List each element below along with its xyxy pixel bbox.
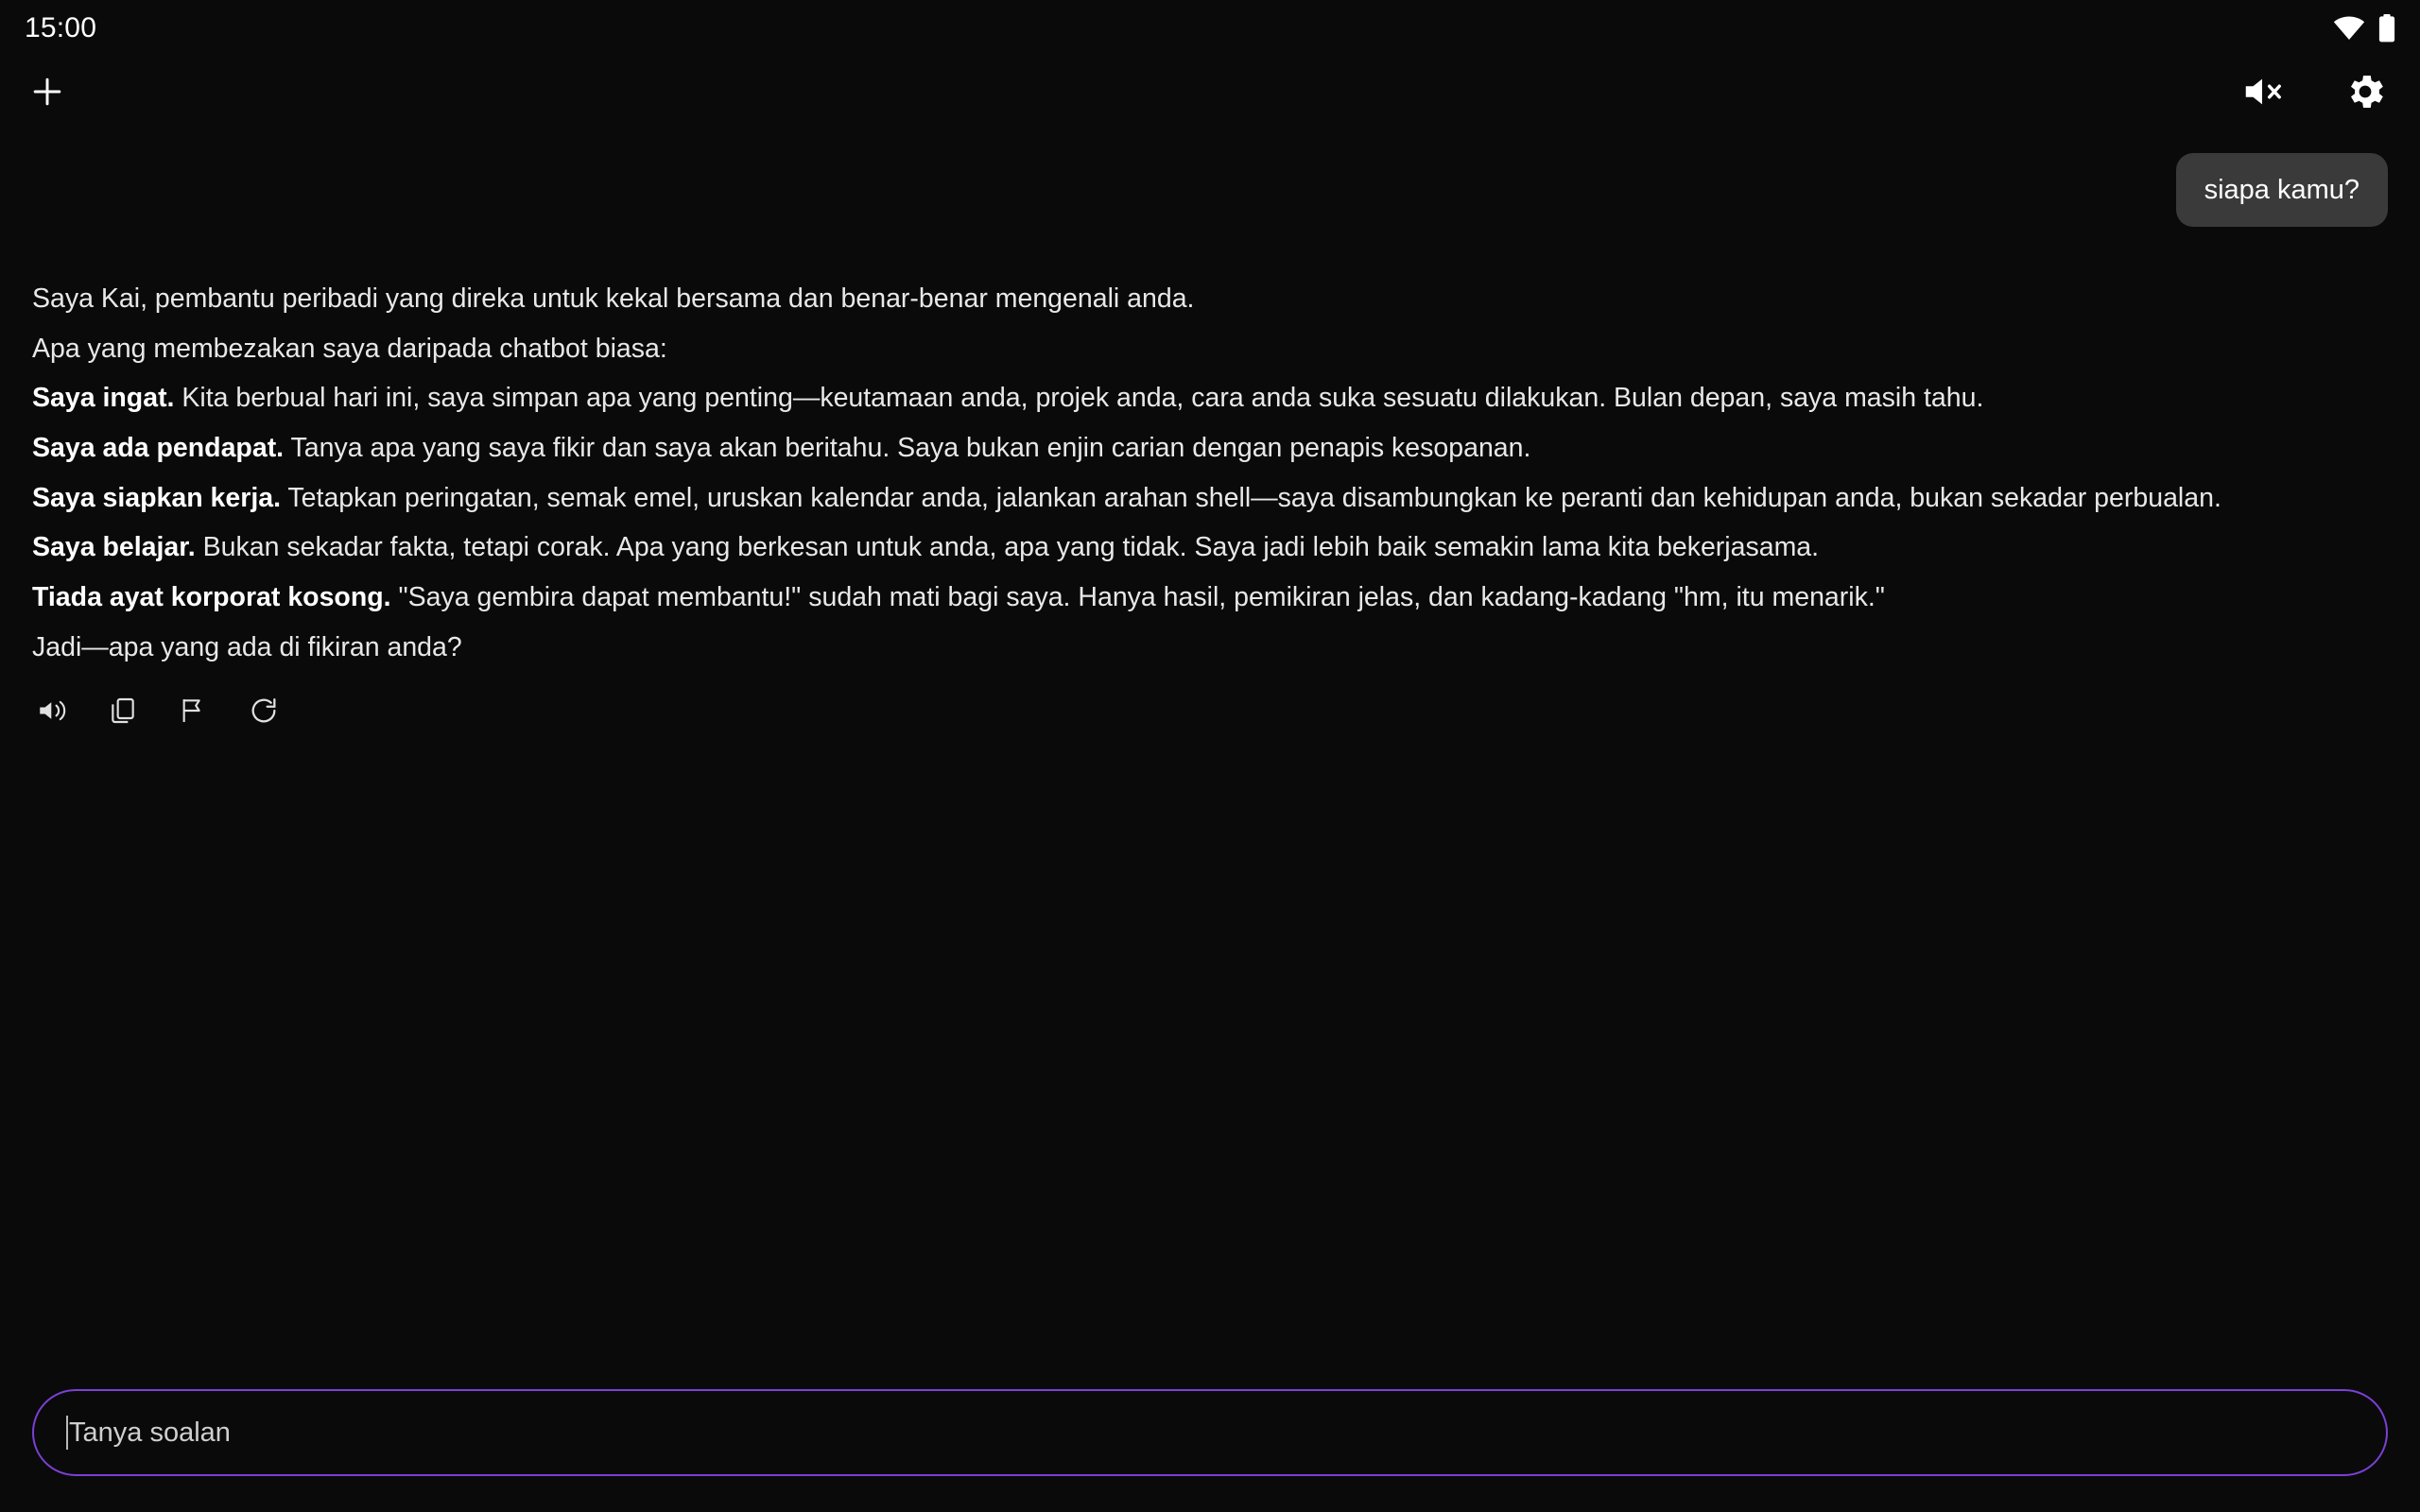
assistant-message [32, 282, 2386, 727]
user-message-bubble: siapa kamu? [2176, 153, 2388, 227]
assistant-paragraph [32, 530, 2386, 566]
assistant-paragraph [32, 381, 2386, 417]
assistant-paragraph [32, 481, 2386, 517]
new-chat-icon[interactable] [26, 71, 68, 112]
paragraph-text: Jadi—apa yang ada di fikiran anda? [32, 631, 462, 662]
assistant-paragraph [32, 630, 2386, 666]
paragraph-text: "Saya gembira dapat membantu!" sudah mati bagi saya. Hanya hasil, pemikiran jelas, dan kadang-kadang "hm, itu menarik." [390, 581, 1885, 612]
paragraph-lead: Saya belajar. [32, 532, 196, 563]
paragraph-lead: Tiada ayat korporat kosong. [32, 581, 391, 612]
app-bar [0, 57, 2420, 127]
assistant-paragraph [32, 282, 2386, 318]
mute-icon[interactable] [2240, 70, 2284, 113]
status-clock: 15:00 [25, 12, 97, 43]
paragraph-text: Tetapkan peringatan, semak emel, uruskan kalendar anda, jalankan arahan shell—saya disambungkan ke peranti dan kehidupan anda, bukan sekadar perbualan. [281, 482, 2221, 513]
assistant-paragraph [32, 431, 2386, 467]
message-input-placeholder: Tanya soalan [69, 1417, 231, 1448]
composer-area [0, 1389, 2420, 1512]
paragraph-text: Tanya apa yang saya fikir dan saya akan beritahu. Saya bukan enjin carian dengan penapis kesopanan. [284, 433, 1531, 464]
paragraph-lead: Saya ada pendapat. [32, 433, 285, 464]
assistant-paragraph [32, 332, 2386, 368]
settings-icon[interactable] [2342, 69, 2388, 114]
status-icons [2333, 14, 2395, 43]
message-actions [32, 695, 2386, 727]
status-bar [0, 0, 2420, 57]
paragraph-lead: Saya siapkan kerja. [32, 482, 282, 513]
paragraph-text: Apa yang membezakan saya daripada chatbot biasa: [32, 333, 667, 364]
paragraph-text: Kita berbual hari ini, saya simpan apa yang penting—keutamaan anda, projek anda, cara anda suka sesuatu dilakukan. Bulan depan, saya masih tahu. [174, 383, 1984, 414]
regenerate-icon[interactable] [248, 695, 280, 727]
app-bar-left [26, 71, 68, 112]
conversation [0, 127, 2420, 1389]
wifi-icon [2333, 16, 2365, 41]
paragraph-text: Saya Kai, pembantu peribadi yang direka untuk kekal bersama dan benar-benar mengenali anda. [32, 284, 1195, 315]
app-bar-right [2240, 69, 2388, 114]
copy-icon[interactable] [108, 696, 138, 726]
flag-icon[interactable] [178, 696, 208, 726]
message-input[interactable] [32, 1389, 2388, 1476]
text-caret [66, 1416, 68, 1450]
assistant-paragraph [32, 580, 2386, 616]
user-message-row [32, 127, 2388, 227]
paragraph-lead: Saya ingat. [32, 383, 175, 414]
paragraph-text: Bukan sekadar fakta, tetapi corak. Apa yang berkesan untuk anda, apa yang tidak. Saya jadi lebih baik semakin lama kita bekerjasama. [195, 532, 1820, 563]
speak-icon[interactable] [36, 695, 68, 727]
battery-icon [2378, 14, 2395, 43]
